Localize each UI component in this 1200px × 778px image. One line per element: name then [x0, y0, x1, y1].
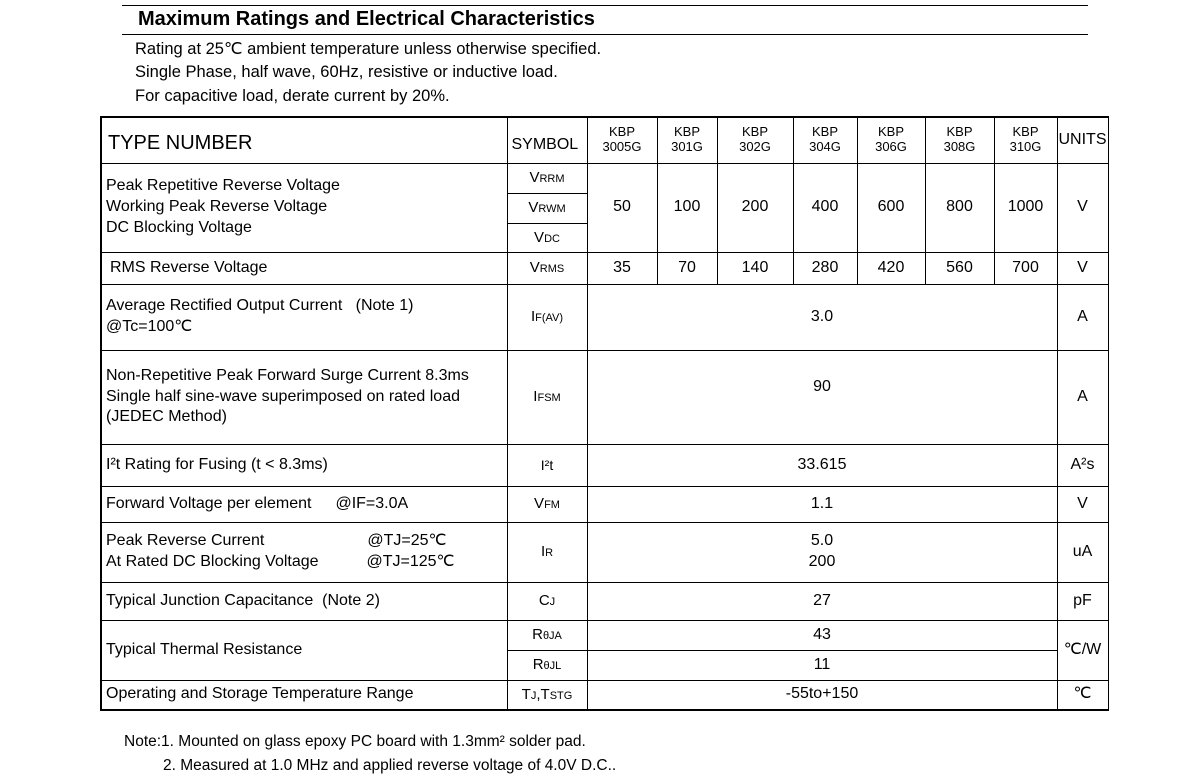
symbol-sub: J — [530, 690, 537, 702]
part-suffix: 304G — [809, 139, 841, 155]
param-line: (JEDEC Method) — [106, 408, 227, 426]
value-25c: 5.0 — [810, 532, 834, 550]
title-underline — [122, 34, 1088, 35]
value-cell: 560 — [925, 252, 994, 284]
part-suffix: 306G — [875, 139, 907, 155]
param-text: Average Rectified Output Current — [106, 297, 343, 315]
unit-cell: A — [1057, 284, 1108, 350]
value-cell: 600 — [857, 163, 925, 252]
symbol-ifav — [507, 284, 587, 350]
part-prefix: KBP — [1012, 124, 1039, 140]
value-cell: 800 — [925, 163, 994, 252]
value-cell: 140 — [717, 252, 793, 284]
condition-line-2: Single Phase, half wave, 60Hz, resistive or inductive load. — [135, 63, 558, 81]
symbol-sub: RRM — [539, 173, 565, 186]
value-cell: 1.1 — [587, 486, 1057, 522]
symbol-sub: R — [545, 547, 554, 560]
param-vdc: DC Blocking Voltage — [106, 218, 252, 236]
param-temp: Operating and Storage Temperature Range — [101, 680, 507, 710]
symbol-sub: FM — [544, 499, 560, 512]
param-ir — [101, 522, 507, 582]
param-vf — [101, 486, 507, 522]
value-cell: 3.0 — [587, 284, 1057, 350]
ir-row — [101, 522, 1108, 582]
value-cell: 11 — [587, 650, 1057, 680]
symbol-sub: θJL — [543, 660, 562, 673]
units-header: UNITS — [1057, 117, 1108, 163]
unit-cell: V — [1057, 252, 1108, 284]
symbol-main: ,T — [536, 686, 550, 703]
symbol-main: R — [532, 656, 544, 674]
symbol-sub: F(AV) — [535, 312, 564, 325]
value-cell: 50 — [587, 163, 657, 252]
symbol-main: V — [528, 199, 539, 217]
condition-line-1: Rating at 25℃ ambient temperature unless otherwise specified. — [135, 40, 602, 58]
symbol-rthja — [507, 620, 587, 650]
param-line: Non-Repetitive Peak Forward Surge Current 8.3ms — [106, 366, 469, 384]
part-suffix: 308G — [943, 139, 976, 155]
part-302g — [717, 117, 793, 163]
value-cell: 90 — [587, 350, 1057, 444]
symbol-main: I — [533, 388, 538, 406]
param-vrwm: Working Peak Reverse Voltage — [106, 198, 328, 216]
symbol-main: V — [534, 495, 545, 513]
symbol-sub: STG — [549, 690, 573, 702]
value-cell — [587, 522, 1057, 582]
param-avg-current — [101, 284, 507, 350]
symbol-tj-tstg — [507, 680, 587, 710]
value-cell: 43 — [587, 620, 1057, 650]
surge-row — [101, 350, 1108, 444]
param-condition: @TJ=125℃ — [366, 553, 455, 570]
part-306g — [857, 117, 925, 163]
part-prefix: KBP — [608, 124, 635, 140]
note-2: 2. Measured at 1.0 MHz and applied reverse voltage of 4.0V D.C.. — [163, 757, 617, 774]
symbol-vrms — [507, 252, 587, 284]
param-i2t: I²t Rating for Fusing (t < 8.3ms) — [101, 444, 507, 486]
part-301g — [657, 117, 717, 163]
value-cell: 280 — [793, 252, 857, 284]
value-cell: 33.615 — [587, 444, 1057, 486]
symbol-main: I — [530, 308, 536, 326]
i2t-row — [101, 444, 1108, 486]
value-cell: 420 — [857, 252, 925, 284]
param-text: Peak Reverse Current — [106, 532, 265, 550]
symbol-ifsm — [507, 350, 587, 444]
part-prefix: KBP — [877, 124, 904, 140]
symbol-cj — [507, 582, 587, 620]
symbol-main: V — [529, 169, 540, 187]
part-suffix: 3005G — [602, 139, 642, 155]
symbol-main: T — [521, 686, 531, 703]
param-condition: @IF=3.0A — [335, 494, 409, 512]
unit-cell: ℃/W — [1057, 620, 1108, 680]
symbol-vfm — [507, 486, 587, 522]
symbol-ir — [507, 522, 587, 582]
part-prefix: KBP — [673, 124, 700, 140]
value-125c: 200 — [808, 553, 836, 570]
symbol-sub: RWM — [538, 203, 566, 216]
symbol-rthjl — [507, 650, 587, 680]
note-1: Note:1. Mounted on glass epoxy PC board with 1.3mm² solder pad. — [124, 733, 586, 750]
symbol-sub: θJA — [542, 630, 562, 643]
value-cell: 35 — [587, 252, 657, 284]
symbol-i2t: I²t — [507, 444, 587, 486]
symbol-main: C — [538, 592, 550, 610]
ratings-table — [100, 116, 1109, 711]
symbol-main: I — [540, 543, 546, 561]
top-rule — [122, 5, 1088, 6]
part-308g — [925, 117, 994, 163]
header-row — [101, 117, 1108, 163]
symbol-vrwm — [507, 193, 587, 223]
unit-cell: A²s — [1057, 444, 1108, 486]
voltage-params — [101, 163, 507, 252]
part-suffix: 301G — [671, 139, 703, 155]
param-cj — [101, 582, 507, 620]
value-cell: 200 — [717, 163, 793, 252]
part-310g — [994, 117, 1057, 163]
value-cell: 400 — [793, 163, 857, 252]
temp-row — [101, 680, 1108, 710]
condition-line-3: For capacitive load, derate current by 20%. — [135, 87, 450, 105]
param-rms: RMS Reverse Voltage — [101, 252, 507, 284]
param-text: At Rated DC Blocking Voltage — [106, 553, 319, 570]
symbol-vdc — [507, 223, 587, 252]
symbol-main: V — [529, 259, 540, 277]
symbol-main: R — [532, 626, 543, 644]
vf-row — [101, 486, 1108, 522]
part-prefix: KBP — [946, 124, 973, 140]
value-cell: 100 — [657, 163, 717, 252]
unit-cell: V — [1057, 486, 1108, 522]
avg-current-row — [101, 284, 1108, 350]
symbol-sub: J — [549, 596, 556, 609]
section-title: Maximum Ratings and Electrical Characteristics — [138, 8, 595, 30]
unit-cell: uA — [1057, 522, 1108, 582]
value-cell: -55to+150 — [587, 680, 1057, 710]
part-prefix: KBP — [811, 124, 838, 140]
unit-cell: A — [1057, 350, 1108, 444]
unit-cell: ℃ — [1057, 680, 1108, 710]
value-cell: 27 — [587, 582, 1057, 620]
symbol-vrrm — [507, 163, 587, 193]
param-surge — [101, 350, 507, 444]
note-ref: (Note 1) — [355, 297, 414, 315]
part-suffix: 310G — [1009, 139, 1042, 155]
part-304g — [793, 117, 857, 163]
note-ref: (Note 2) — [322, 591, 380, 609]
param-line: Single half sine-wave superimposed on rated load — [106, 387, 460, 405]
symbol-main: V — [534, 228, 545, 246]
symbol-sub: FSM — [537, 392, 561, 405]
value-cell: 700 — [994, 252, 1057, 284]
cj-row — [101, 582, 1108, 620]
part-prefix: KBP — [741, 124, 768, 140]
part-3005g — [587, 117, 657, 163]
symbol-sub: DC — [544, 232, 560, 245]
part-suffix: 302G — [739, 139, 771, 155]
symbol-header: SYMBOL — [507, 117, 587, 163]
unit-cell: V — [1057, 163, 1108, 252]
param-condition: @Tc=100℃ — [106, 318, 193, 335]
param-condition: @TJ=25℃ — [367, 532, 447, 550]
type-number-header: TYPE NUMBER — [101, 117, 507, 163]
param-text: Forward Voltage per element — [106, 494, 312, 512]
rms-row — [101, 252, 1108, 284]
value-cell: 1000 — [994, 163, 1057, 252]
param-text: Typical Junction Capacitance — [106, 591, 314, 609]
unit-cell: pF — [1057, 582, 1108, 620]
value-cell: 70 — [657, 252, 717, 284]
param-thermal: Typical Thermal Resistance — [101, 620, 507, 680]
param-vrrm: Peak Repetitive Reverse Voltage — [106, 177, 340, 195]
symbol-sub: RMS — [539, 263, 565, 276]
voltage-row-1 — [101, 163, 1108, 193]
thermal-row-1 — [101, 620, 1108, 650]
